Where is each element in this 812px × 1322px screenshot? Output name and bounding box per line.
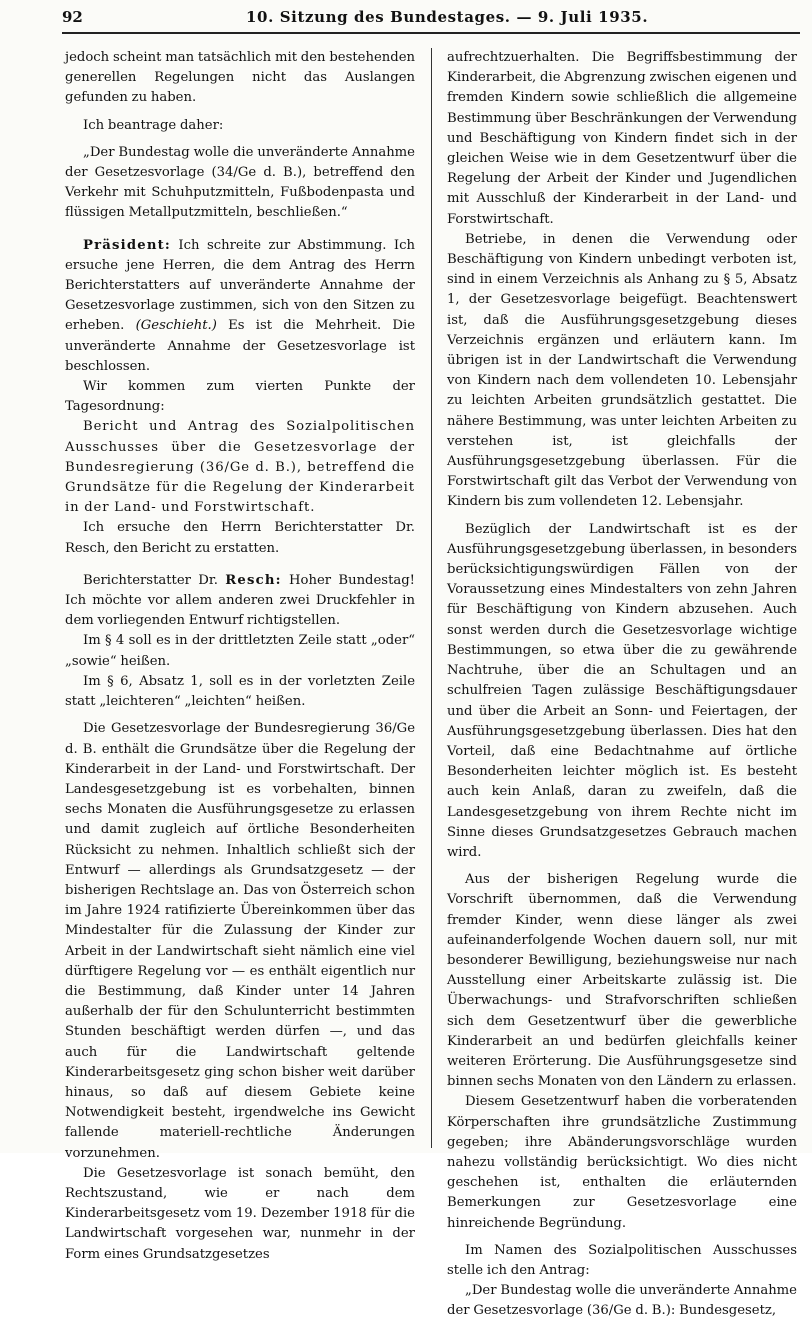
paragraph: jedoch scheint man tatsächlich mit den bestehenden generellen Regelungen nicht das Auslangen gefunden zu haben. bbox=[65, 50, 415, 106]
paragraph: Ich beantrage daher: bbox=[83, 117, 224, 133]
paragraph: Wir kommen zum vierten Punkte der Tagesordnung: bbox=[65, 379, 415, 415]
header-rule bbox=[62, 32, 800, 34]
paragraph: Die Gesetzesvorlage ist sonach bemüht, den Rechtszustand, wie er nach dem Kinderarbeitsgesetz vom 19. Dezember 1918 für die Landwirtschaft vorgesehen war, nunmehr in der Form eines Grundsatzgesetzes bbox=[65, 1165, 415, 1262]
column-divider bbox=[431, 48, 432, 1148]
page-header bbox=[0, 0, 812, 36]
paragraph: Betriebe, in denen die Verwendung oder Beschäftigung von Kindern unbedingt verboten ist, sind in einem Verzeichnis als Anhang zu § 5, Absatz 1, der Gesetzesvorlage beigefügt. Beachtenswert ist, daß die Ausführungsgesetzgebung dieses Verzeichnis ergänzen und erläutern kann. Im übrigen ist in der Landwirtschaft die Verwendung von Kindern nach dem vollendeten 10. Lebensjahr zu leichten Arbeiten grundsätzlich gestattet. Die nähere Bestimmung, was unter leichten Arbeiten zu verstehen ist, ist gleichfalls der Ausführungsgesetzgebung überlassen. Für die Forstwirtschaft gilt das Verbot der Verwendung von Kindern bis zum vollendeten 12. Lebensjahr. bbox=[447, 231, 797, 510]
motion-quote: „Der Bundestag wolle die unveränderte Annahme der Gesetzesvorlage (36/Ge d. B.): Bundesgesetz, bbox=[447, 1283, 797, 1319]
paragraph: Die Gesetzesvorlage der Bundesregierung 36/Ge d. B. enthält die Grundsätze über die Regelung der Kinderarbeit in der Land- und Forstwirtschaft. Der Landesgesetzgebung ist es vorbehalten, binnen sechs Monaten die Ausführungsgesetze zu erlassen und damit zugleich auf örtliche Besonderheiten Rücksicht zu nehmen. Inhaltlich schließt sich der Entwurf — allerdings als Grundsatzgesetz — der bisherigen Rechtslage an. Das von Österreich schon im Jahre 1924 ratifizierte Übereinkommen über das Mindestalter für die Zulassung der Kinder zur Arbeit in der Landwirtschaft sieht nämlich eine viel dürftigere Regelung vor — es enthält eigentlich nur die Bestimmung, daß Kinder unter 14 Jahren außerhalb der für den Schulunterricht bestimmten Stunden beschäftigt werden dürfen —, und das auch für die Landwirtschaft geltende Kinderarbeitsgesetz ging schon bisher weit darüber hinaus, so daß auf diesem Gebiete keine Notwendigkeit besteht, irgendwelche ins Gewicht fallende materiell-rechtliche Änderungen vorzunehmen. bbox=[65, 721, 415, 1161]
paragraph-president bbox=[65, 236, 415, 377]
speech-text: Hoher Bundestag! Ich möchte vor allem anderen zwei Druckfehler in dem vorliegenden Entwurf richtigstellen. bbox=[65, 572, 415, 629]
paragraph: aufrechtzuerhalten. Die Begriffsbestimmung der Kinderarbeit, die Abgrenzung zwischen eigenen und fremden Kindern sowie schließlich die allgemeine Bestimmung über Beschränkungen der Verwendung und Beschäftigung von Kindern findet sich in der gleichen Weise wie in dem Gesetzentwurf über die Regelung der Arbeit der Kinder und Jugendlichen mit Ausschluß der Kinderarbeit in der Land- und Forstwirtschaft. bbox=[447, 50, 797, 227]
paragraph: Aus der bisherigen Regelung wurde die Vorschrift übernommen, daß die Verwendung fremder Kinder, wenn diese länger als zwei aufeinanderfolgende Wochen dauern soll, nur mit besonderer Bewilligung, beziehungsweise nur nach Ausstellung einer Arbeitskarte zulässig ist. Die Überwachungs- und Strafvorschriften schließen sich dem Gesetzentwurf über die gewerbliche Kinderarbeit an und bedürfen gleichfalls keiner weiteren Erörterung. Die Ausführungsgesetze sind binnen sechs Monaten von den Ländern zu erlassen. bbox=[447, 872, 797, 1090]
paragraph: Bezüglich der Landwirtschaft ist es der Ausführungsgesetzgebung überlassen, in besonders berücksichtigungswürdigen Fällen von der Voraussetzung eines Mindestalters von zehn Jahren für Beschäftigung von Kindern abzusehen. Auch sonst werden durch die Gesetzesvorlage wichtige Bestimmungen, so etwa über die zu gewährende Nachtruhe, über die an Schultagen und an schulfreien Tagen zulässige Beschäftigungsdauer und über die Arbeit an Sonn- und Feiertagen, der Ausführungsgesetzgebung überlassen. Dies hat den Vorteil, daß eine Bedachtnahme auf örtliche Besonderheiten leichter möglich ist. Es besteht auch kein Anlaß, daran zu zweifeln, daß die Landesgesetzgebung von ihrem Rechte nicht im Sinne dieses Grundsatzgesetzes Gebrauch machen wird. bbox=[447, 521, 797, 860]
paragraph: Ich ersuche den Herrn Berichterstatter Dr. Resch, den Bericht zu erstatten. bbox=[65, 520, 415, 556]
paragraph: Im Namen des Sozialpolitischen Ausschusses stelle ich den Antrag: bbox=[447, 1242, 797, 1278]
speaker-label: Präsident: bbox=[83, 237, 172, 253]
speech-text: Ich schreite zur Abstimmung. Ich ersuche jene Herren, die dem Antrag des Herrn Berichterstatters auf unveränderte Annahme der Gesetzesvorlage zustimmen, sich von den Sitzen zu erheben. bbox=[65, 237, 415, 334]
speech-text: Es ist die Mehrheit. Die unveränderte Annahme der Gesetzesvorlage ist beschlossen. bbox=[65, 318, 416, 374]
agenda-item: Bericht und Antrag des Sozialpolitischen Ausschusses über die Gesetzesvorlage der Bundesregierung (36/Ge d. B.), betreffend die Grundsätze für die Regelung der Kinderarbeit in der Land- und Forstwirtschaft. bbox=[65, 419, 415, 516]
page-number: 92 bbox=[62, 8, 83, 26]
paragraph: Im § 6, Absatz 1, soll es in der vorletzten Zeile statt „leichteren“ „leichten“ heißen. bbox=[65, 673, 415, 710]
paragraph-rapporteur bbox=[65, 571, 415, 632]
running-title: 10. Sitzung des Bundestages. — 9. Juli 1935. bbox=[246, 8, 649, 26]
right-column bbox=[447, 48, 797, 1319]
stage-direction: (Geschieht.) bbox=[124, 318, 217, 334]
left-column bbox=[65, 48, 416, 1262]
paragraph: Im § 4 soll es in der drittletzten Zeile statt „oder“ „sowie“ heißen. bbox=[65, 633, 415, 669]
speech-text: Berichterstatter Dr. bbox=[83, 572, 226, 588]
speaker-label: Resch: bbox=[225, 572, 282, 588]
motion-quote: „Der Bundestag wolle die unveränderte Annahme der Gesetzesvorlage (34/Ge d. B.), betreffend den Verkehr mit Schuhputzmitteln, Fußbodenpasta und flüssigen Metallputzmitteln, beschließen.“ bbox=[65, 144, 415, 221]
paragraph: Diesem Gesetzentwurf haben die vorberatenden Körperschaften ihre grundsätzliche Zustimmung gegeben; ihre Abänderungsvorschläge wurden nahezu vollständig berücksichtigt. Wo dies nicht geschehen ist, enthalten die erläuternden Bemerkungen zur Gesetzesvorlage eine hinreichende Begründung. bbox=[447, 1094, 797, 1231]
